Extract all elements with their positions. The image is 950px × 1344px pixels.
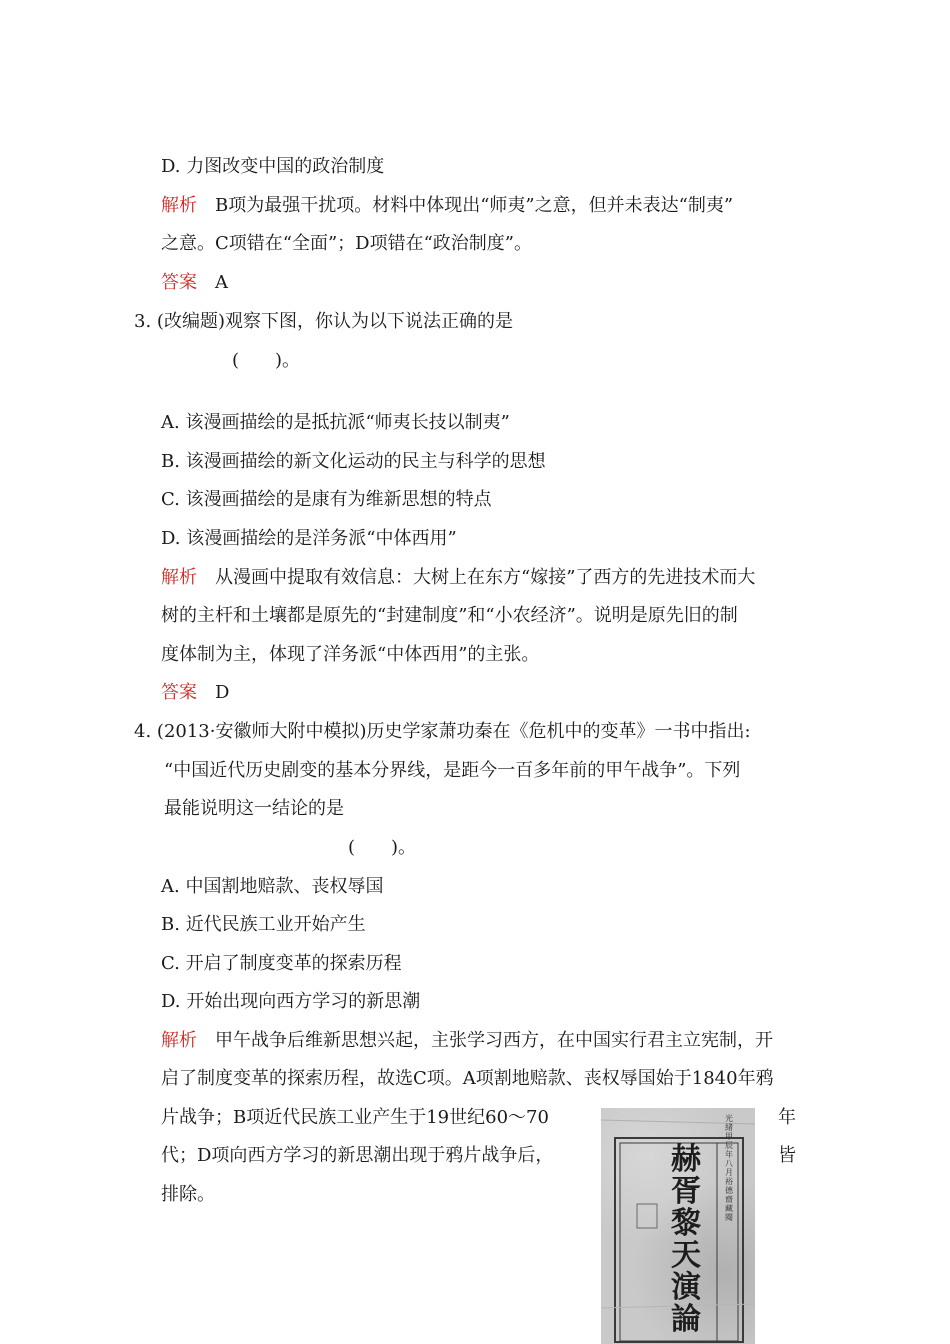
option-line: A. 该漫画描绘的是抵抗派“师夷长技以制夷” [161, 412, 510, 433]
analysis-line: 解析 从漫画中提取有效信息：大树上在东方“嫁接”了西方的先进技术而大 [161, 567, 756, 588]
book-cover-inscription-char: 年 [725, 1150, 733, 1159]
analysis-line: 解析 B项为最强干扰项。材料中体现出“师夷”之意，但并未表达“制夷” [161, 195, 734, 216]
analysis-line: 之意。C项错在“全面”；D项错在“政治制度”。 [161, 233, 533, 254]
book-cover-title-char: 黎 [671, 1206, 701, 1241]
book-cover-inscription-char: 甲 [725, 1132, 733, 1141]
option-line: A. 中国割地赔款、丧权辱国 [161, 876, 384, 897]
book-cover-title-char: 論 [671, 1302, 701, 1337]
book-cover-title-char: 赫 [671, 1142, 701, 1177]
answer-line: 答案 D [161, 682, 230, 703]
analysis-line: 启了制度变革的探索历程，故选C项。A项割地赔款、丧权辱国始于1840年鸦 [161, 1068, 774, 1089]
question-4-stem: 最能说明这一结论的是 [164, 798, 344, 819]
option-line: D. 力图改变中国的政治制度 [161, 156, 385, 177]
analysis-label: 解析 [161, 195, 197, 216]
book-cover-inscription [721, 1114, 737, 1222]
book-cover-inscription-char: 藏 [725, 1204, 733, 1213]
option-line: B. 近代民族工业开始产生 [161, 914, 366, 935]
option-line: B. 该漫画描绘的新文化运动的民主与科学的思想 [161, 451, 546, 472]
analysis-line: 树的主杆和土壤都是原先的“封建制度”和“小农经济”。说明是原先旧的制 [161, 605, 738, 626]
analysis-line: 度体制为主，体现了洋务派“中体西用”的主张。 [161, 644, 540, 665]
question-3-stem: 3. (改编题)观察下图，你认为以下说法正确的是 [134, 311, 513, 332]
analysis-label: 解析 [161, 1030, 197, 1051]
book-cover-title [659, 1144, 713, 1336]
book-cover-inscription-char: 齋 [725, 1195, 733, 1204]
analysis-line: 代；D项向西方学习的新思潮出现于鸦片战争后， [161, 1145, 554, 1166]
book-cover-inscription-char: 裕 [725, 1177, 733, 1186]
analysis-line: 年 [778, 1107, 796, 1128]
answer-label: 答案 [161, 682, 197, 703]
book-cover-title-char: 胥 [671, 1174, 701, 1209]
answer-line: 答案 A [161, 272, 228, 293]
book-cover-inscription-char: 閱 [725, 1213, 733, 1222]
book-cover-title-char: 演 [671, 1270, 701, 1305]
analysis-line: 皆 [778, 1145, 796, 1166]
analysis-line: 排除。 [161, 1184, 215, 1205]
option-line: C. 该漫画描绘的是康有为维新思想的特点 [161, 489, 492, 510]
answer-blank: ( )。 [232, 350, 301, 371]
book-cover-inscription-char: 德 [725, 1186, 733, 1195]
book-cover-inscription-char: 光 [725, 1114, 733, 1123]
analysis-line: 片战争；B项近代民族工业产生于19世纪60～70 [161, 1107, 549, 1128]
question-4-stem: “中国近代历史剧变的基本分界线，是距今一百多年前的甲午战争”。下列 [164, 760, 741, 781]
option-line: D. 该漫画描绘的是洋务派“中体西用” [161, 528, 457, 549]
analysis-line: 解析 甲午战争后维新思想兴起，主张学习西方，在中国实行君主立宪制，开 [161, 1030, 773, 1051]
book-cover-inscription-char: 緒 [725, 1123, 733, 1132]
book-cover-inscription-char: 月 [725, 1168, 733, 1177]
option-line: D. 开始出现向西方学习的新思潮 [161, 991, 421, 1012]
option-line: C. 开启了制度变革的探索历程 [161, 953, 402, 974]
question-4-stem: 4. (2013·安徽师大附中模拟)历史学家萧功秦在《危机中的变革》一书中指出: [134, 721, 751, 742]
book-cover-inscription-char: 辰 [725, 1141, 733, 1150]
answer-label: 答案 [161, 272, 197, 293]
analysis-label: 解析 [161, 567, 197, 588]
book-cover-image [601, 1108, 755, 1344]
book-cover-title-char: 天 [671, 1238, 701, 1273]
book-cover-inscription-char: 八 [725, 1159, 733, 1168]
answer-blank: ( )。 [348, 837, 417, 858]
